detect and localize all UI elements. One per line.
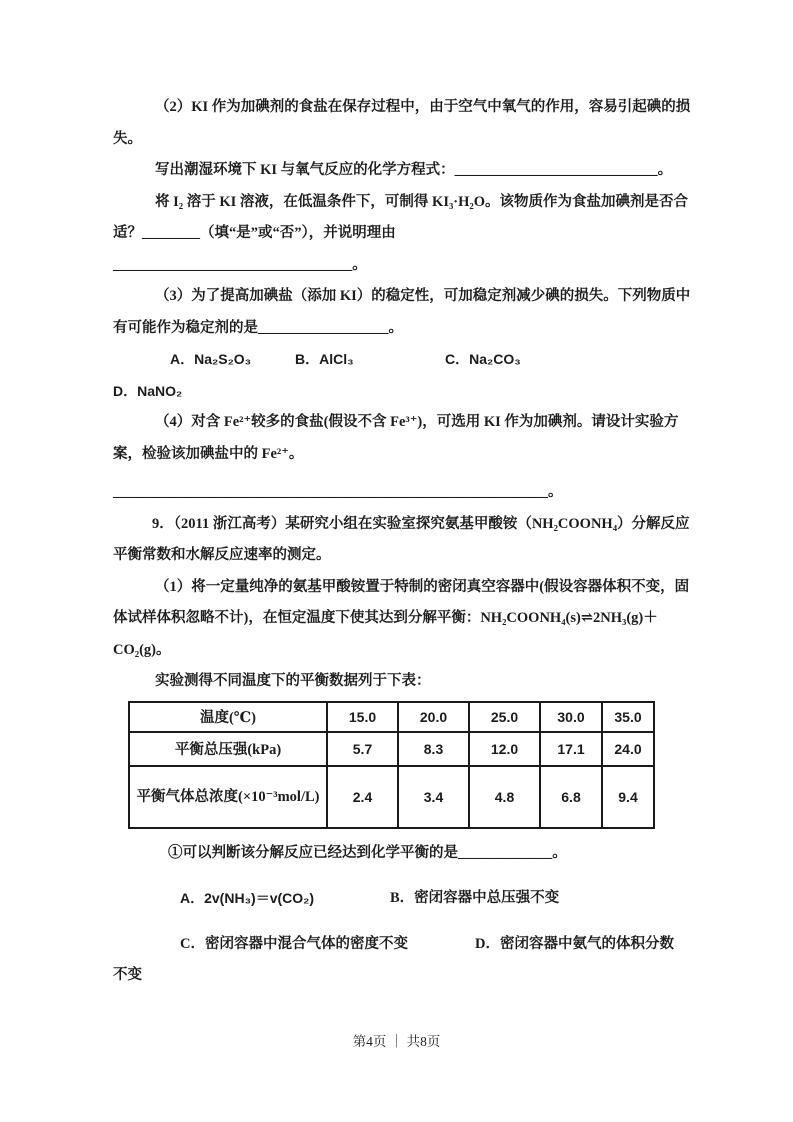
q9-part1-equation-line: 体试样体积忽略不计)，在恒定温度下使其达到分解平衡：NH₂COONH₄(s)⇌2NH₃(g)＋ xyxy=(113,610,658,626)
q8-part2-line1: （2）KI 作为加碘剂的食盐在保存过程中，由于空气中氧气的作用，容易引起碘的损 xyxy=(155,99,691,115)
q9-option-b: B．密闭容器中总压强不变 xyxy=(390,890,560,906)
table-cell: 5.7 xyxy=(327,732,398,766)
q8-part4-line1: （4）对含 Fe²⁺较多的食盐(假设不含 Fe³⁺)，可选用 KI 作为加碘剂。请设计实验方 xyxy=(155,414,679,430)
table-cell: 6.8 xyxy=(540,766,602,828)
table-cell: 3.4 xyxy=(398,766,469,828)
q9-table-caption: 实验测得不同温度下的平衡数据列于下表： xyxy=(155,673,431,689)
table-cell: 12.0 xyxy=(469,732,540,766)
table-cell: 8.3 xyxy=(398,732,469,766)
table-cell: 24.0 xyxy=(602,732,654,766)
table-cell: 20.0 xyxy=(398,702,469,732)
q8-part2-answer-blank: _________________________________。 xyxy=(113,256,367,273)
q8-option-a: A．Na₂S₂O₃ xyxy=(170,351,252,367)
page-content xyxy=(113,92,691,992)
q8-part2-line4: 将 I₂ 溶于 KI 溶液，在低温条件下，可制得 KI₃·H₂O。该物质作为食盐加碘剂是否合 xyxy=(155,193,689,210)
table-cell: 4.8 xyxy=(469,766,540,828)
table-row-label: 平衡总压强(kPa) xyxy=(129,732,327,766)
page-number-footer: 第4页 ｜ 共8页 xyxy=(352,1034,441,1049)
q8-option-d: D．NaNO₂ xyxy=(113,382,183,399)
q8-option-c: C．Na₂CO₃ xyxy=(445,351,521,367)
q9-options-row-ab xyxy=(113,883,685,915)
q9-option-c: C．密闭容器中混合气体的密度不变 xyxy=(180,935,408,952)
table-row xyxy=(129,732,654,766)
table-cell: 17.1 xyxy=(540,732,602,766)
q8-part2-fill-blank: 适？________（填“是”或“否”），并说明理由 xyxy=(113,225,396,241)
q8-part3-line2: 有可能作为稳定剂的是__________________。 xyxy=(113,319,403,336)
q9-intro-line2: 平衡常数和水解反应速率的测定。 xyxy=(113,547,331,563)
table-row xyxy=(129,766,654,828)
q9-option-a: A．2v(NH₃)＝v(CO₂) xyxy=(180,890,315,906)
q8-option-b: B．AlCl₃ xyxy=(295,351,354,367)
q9-intro-line1: 9．（2011 浙江高考）某研究小组在实验室探究氨基甲酸铵（NH₂COONH₄）分解反应 xyxy=(152,515,690,532)
q9-option-d-continuation: 不变 xyxy=(113,967,142,983)
q8-part2-line2: 失。 xyxy=(113,130,142,147)
q9-part1-line1: （1）将一定量纯净的氨基甲酸铵置于特制的密闭真空容器中(假设容器体积不变，固 xyxy=(155,578,690,595)
q8-part3-line1: （3）为了提高加碘盐（添加 KI）的稳定性，可加稳定剂减少碘的损失。下列物质中 xyxy=(155,288,691,304)
equilibrium-data-table xyxy=(128,701,655,829)
q9-part1-line3: CO₂(g)。 xyxy=(113,641,171,658)
q8-part4-line2: 案，检验该加碘盐中的 Fe²⁺。 xyxy=(113,445,304,462)
table-cell: 30.0 xyxy=(540,702,602,732)
q9-option-d: D．密闭容器中氨气的体积分数 xyxy=(475,935,674,952)
q8-part4-answer-blank: ____________________________________________________________。 xyxy=(113,484,563,500)
table-row xyxy=(129,702,654,732)
q8-part2-equation-prompt: 写出潮湿环境下 KI 与氧气反应的化学方程式：____________________________。 xyxy=(155,162,673,178)
q9-sub1-prompt: ①可以判断该分解反应已经达到化学平衡的是_____________。 xyxy=(168,844,567,861)
table-cell: 15.0 xyxy=(327,702,398,732)
table-cell: 9.4 xyxy=(602,766,654,828)
q8-options-row xyxy=(113,344,685,376)
q9-options-row-cd xyxy=(113,929,685,961)
table-row-label: 温度(℃) xyxy=(129,702,327,732)
table-cell: 25.0 xyxy=(469,702,540,732)
table-row-label: 平衡气体总浓度(×10⁻³mol/L) xyxy=(129,766,327,828)
table-cell: 2.4 xyxy=(327,766,398,828)
table-cell: 35.0 xyxy=(602,702,654,732)
